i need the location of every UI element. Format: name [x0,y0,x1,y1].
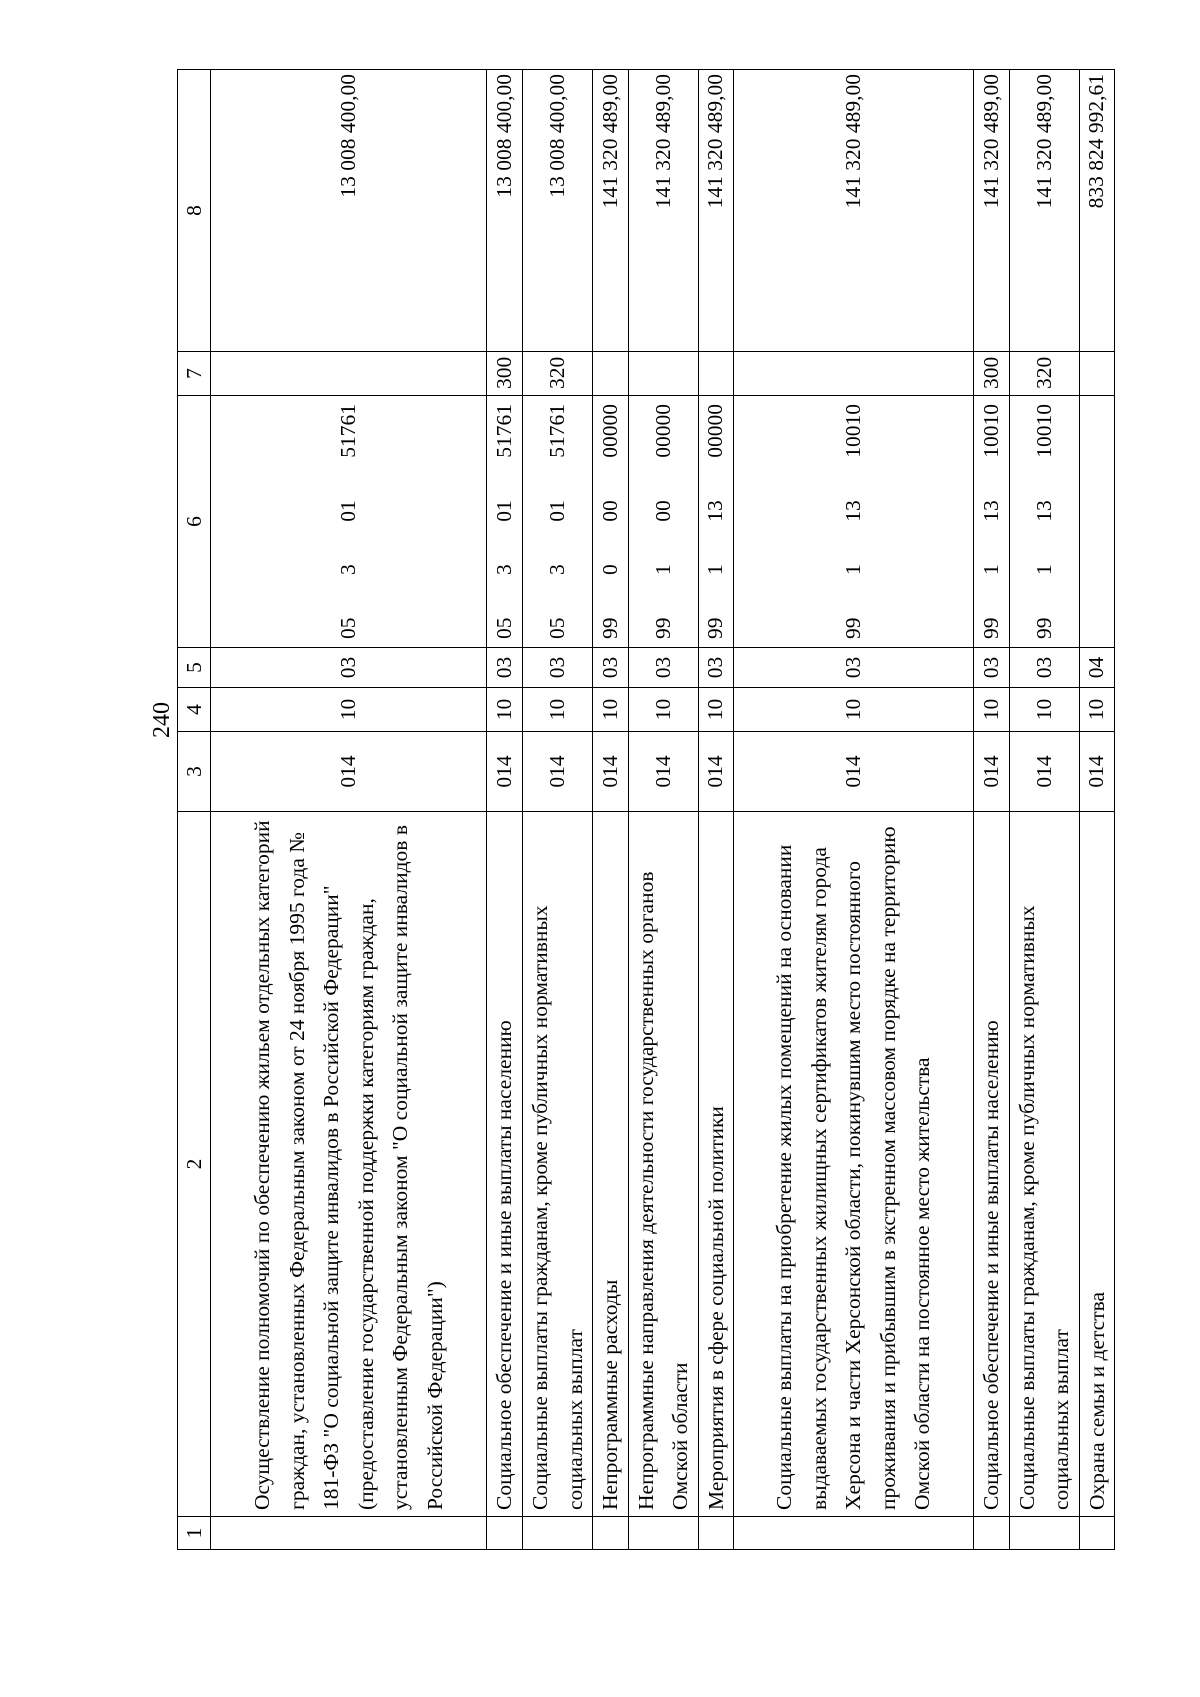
target-article-parts [598,402,623,641]
row-number-cell [974,1517,1010,1550]
subsection-code-cell: 03 [523,648,593,688]
header-col-5: 5 [178,648,211,688]
expense-type-cell: 320 [523,352,593,396]
section-code-cell: 10 [628,688,698,732]
section-code-cell: 10 [734,688,974,732]
target-article-part: 51761 [545,404,569,458]
section-code-cell: 10 [523,688,593,732]
grbs-code-cell: 014 [593,732,629,812]
sum-cell: 141 320 489,00 [1009,70,1079,352]
row-name-cell: Социальное обеспечение и иные выплаты населению [487,812,523,1517]
sum-cell: 141 320 489,00 [628,70,698,352]
grbs-code-cell: 014 [1009,732,1079,812]
row-name-cell: Социальные выплаты гражданам, кроме публичных нормативных социальных выплат [1009,812,1079,1517]
target-article-part: 10010 [978,404,1003,458]
target-article-cell [628,396,698,648]
section-code-cell: 10 [1009,688,1079,732]
expense-type-cell [1079,352,1115,396]
section-code-cell: 10 [487,688,523,732]
target-article-parts [703,402,728,641]
sum-cell: 13 008 400,00 [211,70,487,352]
row-number-cell [734,1517,974,1550]
target-article-part: 51761 [492,404,516,458]
target-article-part: 1 [703,564,728,575]
target-article-part: 01 [336,500,360,522]
budget-table [177,69,1115,1550]
target-article-cell [211,396,487,648]
grbs-code-cell: 014 [698,732,734,812]
header-col-4: 4 [178,688,211,732]
grbs-code-cell: 014 [974,732,1010,812]
target-article-part: 51761 [336,404,360,458]
sum-cell: 141 320 489,00 [593,70,629,352]
header-col-3: 3 [178,732,211,812]
target-article-part: 99 [703,617,728,639]
expense-type-cell [698,352,734,396]
target-article-cell [734,396,974,648]
target-article-part: 05 [545,617,569,639]
target-article-part: 1 [978,564,1003,575]
expense-type-cell [628,352,698,396]
table-row [974,70,1010,1550]
table-row [523,70,593,1550]
header-col-8: 8 [178,70,211,352]
target-article-part: 10010 [841,404,865,458]
sum-cell: 13 008 400,00 [523,70,593,352]
row-name-cell: Социальные выплаты гражданам, кроме публичных нормативных социальных выплат [523,812,593,1517]
section-code-cell: 10 [698,688,734,732]
table-body [211,70,1115,1550]
target-article-part: 1 [650,564,675,575]
row-number-cell [628,1517,698,1550]
row-name-cell: Осуществление полномочий по обеспечению жильем отдельных категорий граждан, установленных Федеральным законом от 24 ноября 1995 года № 181-ФЗ "О социальной защите инвалидов в Российской Федерации" (предоставление государственной поддержки категориям граждан, установленным Федеральным законом "О социальной защите инвалидов в Российской Федерации") [211,812,487,1517]
target-article-parts [492,402,517,641]
target-article-part: 00000 [597,404,622,458]
subsection-code-cell: 03 [593,648,629,688]
target-article-cell [487,396,523,648]
target-article-part: 01 [492,500,516,522]
table-row [628,70,698,1550]
target-article-parts [651,402,676,641]
row-number-cell [211,1517,487,1550]
section-code-cell: 10 [593,688,629,732]
section-code-cell: 10 [974,688,1010,732]
target-article-part: 0 [597,564,622,575]
header-col-2: 2 [178,812,211,1517]
section-code-cell: 10 [1079,688,1115,732]
target-article-cell [1079,396,1115,648]
target-article-part: 3 [545,564,569,575]
table-row [734,70,974,1550]
grbs-code-cell: 014 [1079,732,1115,812]
row-name-cell: Непрограммные направления деятельности государственных органов Омской области [628,812,698,1517]
row-name-cell: Охрана семьи и детства [1079,812,1115,1517]
header-row [178,70,211,1550]
target-article-part: 13 [703,500,728,522]
target-article-part: 13 [978,500,1003,522]
target-article-part: 13 [1031,500,1056,522]
sum-cell: 141 320 489,00 [698,70,734,352]
subsection-code-cell: 03 [628,648,698,688]
row-name-cell: Социальное обеспечение и иные выплаты населению [974,812,1010,1517]
target-article-part: 00000 [650,404,675,458]
table-row [1009,70,1079,1550]
target-article-cell [523,396,593,648]
target-article-cell [974,396,1010,648]
sum-cell: 141 320 489,00 [974,70,1010,352]
row-number-cell [1079,1517,1115,1550]
expense-type-cell: 300 [974,352,1010,396]
target-article-cell [593,396,629,648]
table-row [211,70,487,1550]
target-article-part: 1 [841,564,865,575]
target-article-part: 13 [841,500,865,522]
target-article-part: 05 [336,617,360,639]
sum-cell: 141 320 489,00 [734,70,974,352]
target-article-part: 00000 [703,404,728,458]
target-article-part: 3 [492,564,516,575]
target-article-cell [1009,396,1079,648]
row-number-cell [593,1517,629,1550]
target-article-parts [545,402,570,641]
header-col-6: 6 [178,396,211,648]
target-article-cell [698,396,734,648]
target-article-part: 00 [650,500,675,522]
subsection-code-cell: 03 [974,648,1010,688]
table-row [1079,70,1115,1550]
target-article-part: 99 [978,617,1003,639]
grbs-code-cell: 014 [734,732,974,812]
row-number-cell [523,1517,593,1550]
subsection-code-cell: 03 [487,648,523,688]
expense-type-cell [593,352,629,396]
expense-type-cell [211,352,487,396]
header-col-7: 7 [178,352,211,396]
row-name-cell: Непрограммные расходы [593,812,629,1517]
expense-type-cell [734,352,974,396]
expense-type-cell: 300 [487,352,523,396]
target-article-part: 05 [492,617,516,639]
page-number: 240 [149,702,175,738]
grbs-code-cell: 014 [487,732,523,812]
target-article-part: 3 [336,564,360,575]
subsection-code-cell: 03 [698,648,734,688]
expense-type-cell: 320 [1009,352,1079,396]
target-article-part: 00 [597,500,622,522]
row-name-cell: Мероприятия в сфере социальной политики [698,812,734,1517]
grbs-code-cell: 014 [211,732,487,812]
row-name-cell: Социальные выплаты на приобретение жилых помещений на основании выдаваемых государственных жилищных сертификатов жителям города Херсона и части Херсонской области, покинувшим место постоянного проживания и прибывшим в экстренном массовом порядке на территорию Омской области на постоянное место жительства [734,812,974,1517]
target-article-parts [336,402,361,641]
row-number-cell [1009,1517,1079,1550]
grbs-code-cell: 014 [628,732,698,812]
section-code-cell: 10 [211,688,487,732]
subsection-code-cell: 03 [734,648,974,688]
table-row [593,70,629,1550]
row-number-cell [487,1517,523,1550]
subsection-code-cell: 03 [211,648,487,688]
sum-cell: 13 008 400,00 [487,70,523,352]
rotated-page [139,70,1109,1550]
target-article-part: 1 [1031,564,1056,575]
row-number-cell [698,1517,734,1550]
target-article-part: 99 [650,617,675,639]
target-article-parts [841,402,866,641]
target-article-part: 99 [1031,617,1056,639]
table-row [698,70,734,1550]
target-article-part: 99 [841,617,865,639]
grbs-code-cell: 014 [523,732,593,812]
target-article-parts [979,402,1004,641]
subsection-code-cell: 04 [1079,648,1115,688]
target-article-parts [1032,402,1057,641]
header-col-1: 1 [178,1517,211,1550]
sum-cell: 833 824 992,61 [1079,70,1115,352]
target-article-part: 01 [545,500,569,522]
target-article-part: 99 [597,617,622,639]
subsection-code-cell: 03 [1009,648,1079,688]
target-article-part: 10010 [1031,404,1056,458]
table-row [487,70,523,1550]
